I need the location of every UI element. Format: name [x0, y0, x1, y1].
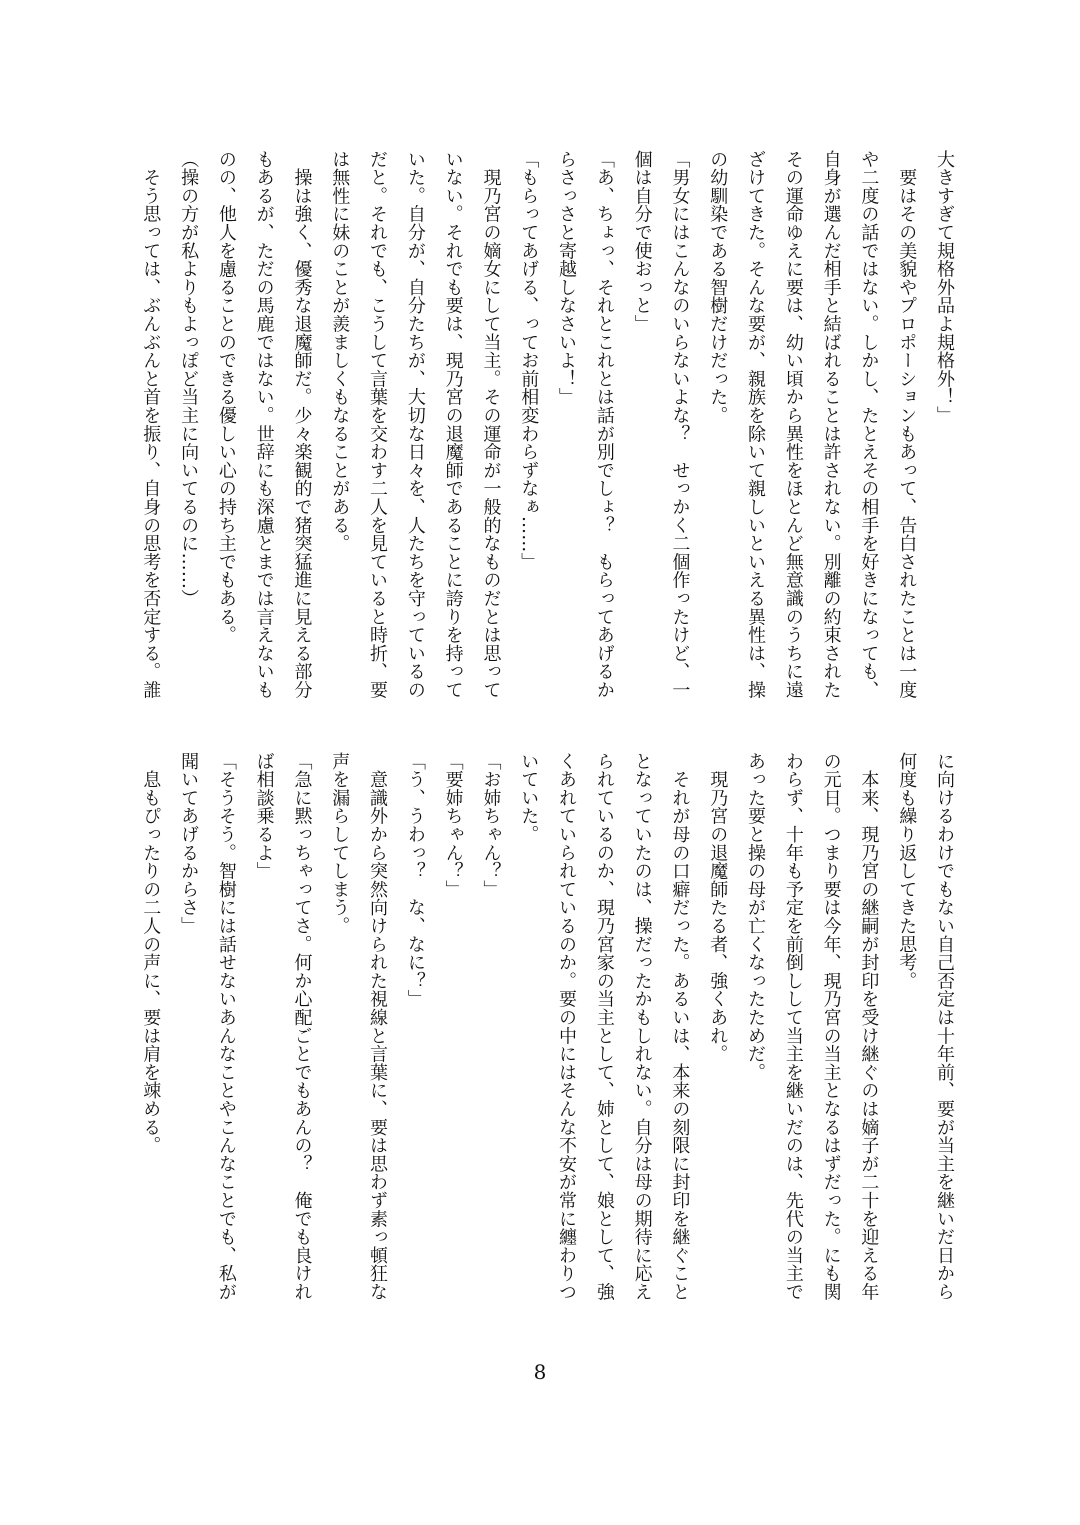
text-column: 「お姉ちゃん？」 — [480, 752, 502, 899]
text-column: 息もぴったりの二人の声に、要は肩を竦める。 — [140, 752, 162, 1155]
text-column: 要はその美貌やプロポーションもあって、告白されたことは一度 — [896, 150, 918, 699]
text-column: 「あ、ちょっ、それとこれとは話が別でしょ？ もらってあげるか — [593, 150, 615, 699]
text-column: 個は自分で使おっと」 — [631, 150, 653, 333]
text-column: 「要姉ちゃん？」 — [442, 752, 464, 899]
text-column: だと。それでも、こうして言葉を交わす二人を見ていると時折、要 — [367, 150, 389, 699]
text-column: となっていたのは、操だったかもしれない。自分は母の期待に応え — [631, 752, 653, 1301]
page-number: 8 — [533, 1360, 547, 1384]
text-column: もあるが、ただの馬鹿ではない。世辞にも深慮とまでは言えないも — [253, 150, 275, 699]
text-column: 自身が選んだ相手と結ばれることは許されない。別離の約束された — [820, 150, 842, 699]
text-column: や二度の話ではない。しかし、たとえその相手を好きになっても、 — [858, 150, 880, 699]
text-column: 何度も繰り返してきた思考。 — [896, 752, 918, 990]
text-column: わらず、十年も予定を前倒しして当主を継いだのは、先代の当主で — [782, 752, 804, 1301]
text-column: そう思っては、ぶんぶんと首を振り、自身の思考を否定する。誰 — [140, 150, 162, 699]
text-column: は無性に妹のことが羨ましくもなることがある。 — [329, 150, 351, 553]
text-column: の幼馴染である智樹だけだった。 — [707, 150, 729, 425]
upper-text-block — [131, 150, 963, 710]
text-column: 現乃宮の退魔師たる者、強くあれ。 — [707, 752, 729, 1064]
text-column: られているのか、現乃宮家の当主として、姉として、娘として、強 — [593, 752, 615, 1301]
text-column: 大きすぎて規格外品よ規格外！」 — [934, 150, 955, 425]
text-column: 意識外から突然向けられた視線と言葉に、要は思わず素っ頓狂な — [367, 752, 389, 1301]
text-column: それが母の口癖だった。あるいは、本来の刻限に封印を継ぐこと — [669, 752, 691, 1301]
text-column: 現乃宮の嫡女にして当主。その運命が一般的なものだとは思って — [480, 150, 502, 699]
text-column: ざけてきた。そんな要が、親族を除いて親しいといえる異性は、操 — [745, 150, 767, 699]
text-column: いない。それでも要は、現乃宮の退魔師であることに誇りを持って — [442, 150, 464, 699]
text-column: 「急に黙っちゃってさ。何か心配ごとでもあんの？ 俺でも良けれ — [291, 752, 313, 1301]
text-column: その運命ゆえに要は、幼い頃から異性をほとんど無意識のうちに遠 — [782, 150, 804, 699]
text-column: らさっさと寄越しなさいよ！」 — [556, 150, 578, 407]
text-column: 「そうそう。智樹には話せないあんなことやこんなことでも、私が — [215, 752, 237, 1301]
text-column: のの、他人を慮ることのできる優しい心の持ち主でもある。 — [215, 150, 237, 645]
text-column: 操は強く、優秀な退魔師だ。少々楽観的で猪突猛進に見える部分 — [291, 150, 313, 699]
text-column: くあれていられているのか。要の中にはそんな不安が常に纏わりつ — [556, 752, 578, 1301]
lower-text-block — [131, 752, 963, 1312]
text-column: いた。自分が、自分たちが、大切な日々を、人たちを守っているの — [404, 150, 426, 699]
text-column: ば相談乗るよ」 — [253, 752, 275, 881]
text-column: 聞いてあげるからさ」 — [178, 752, 200, 935]
text-column: に向けるわけでもない自己否定は十年前、要が当主を継いだ日から — [934, 752, 955, 1301]
text-column: （操の方が私よりもよっぽど当主に向いてるのに……） — [178, 150, 200, 608]
text-column: 声を漏らしてしまう。 — [329, 752, 351, 935]
text-column: の元日。つまり要は今年、現乃宮の当主となるはずだった。にも関 — [820, 752, 842, 1301]
text-column: 「もらってあげる、ってお前相変わらずなぁ……」 — [518, 150, 540, 571]
text-column: 「う、うわっ？ な、なに？」 — [404, 752, 426, 1009]
text-column: 本来、現乃宮の継嗣が封印を受け継ぐのは嫡子が二十を迎える年 — [858, 752, 880, 1301]
text-column: 「男女にはこんなのいらないよな？ せっかく二個作ったけど、一 — [669, 150, 691, 699]
text-column: あった要と操の母が亡くなったためだ。 — [745, 752, 767, 1082]
text-column: いていた。 — [518, 752, 540, 844]
